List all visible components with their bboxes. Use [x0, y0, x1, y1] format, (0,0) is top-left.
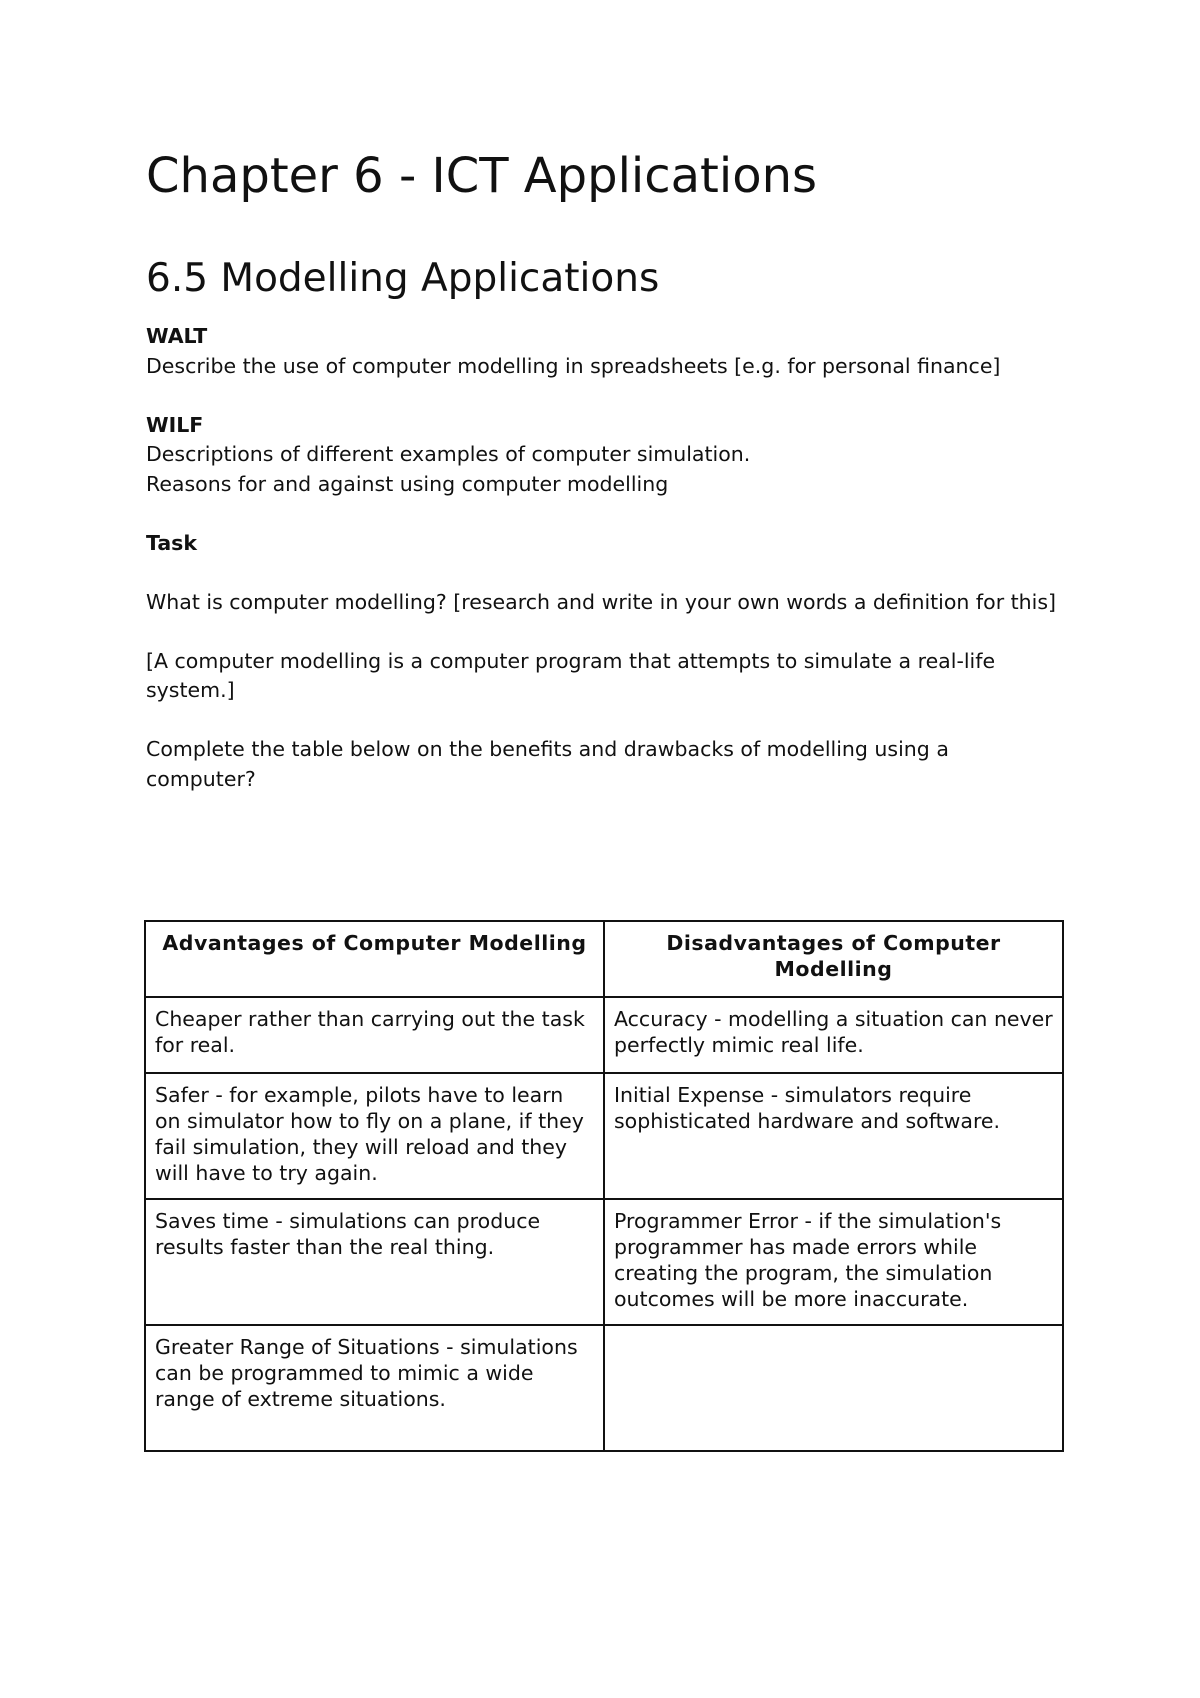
- header-disadvantages: Disadvantages of Computer Modelling: [604, 921, 1063, 997]
- advantage-cell: Saves time - simulations can produce results faster than the real thing.: [145, 1199, 604, 1325]
- table-row: [145, 1325, 1063, 1451]
- task-label: Task: [146, 530, 198, 555]
- advantage-cell: Greater Range of Situations - simulations can be programmed to mimic a wide range of extreme situations.: [145, 1325, 604, 1451]
- header-advantages: Advantages of Computer Modelling: [145, 921, 604, 997]
- body-text: [146, 322, 1064, 794]
- wilf-line-1: Descriptions of different examples of computer simulation.: [146, 442, 751, 466]
- section-title: 6.5 Modelling Applications: [146, 256, 660, 301]
- chapter-title: Chapter 6 - ICT Applications: [146, 148, 817, 204]
- disadvantage-cell: Programmer Error - if the simulation's programmer has made errors while creating the program, the simulation outcomes will be more inaccurate.: [604, 1199, 1063, 1325]
- disadvantage-cell: Accuracy - modelling a situation can never perfectly mimic real life.: [604, 997, 1063, 1073]
- advantage-cell: Safer - for example, pilots have to learn on simulator how to fly on a plane, if they fail simulation, they will reload and they will have to try again.: [145, 1073, 604, 1199]
- table-row: [145, 1199, 1063, 1325]
- advantage-cell: Cheaper rather than carrying out the task for real.: [145, 997, 604, 1073]
- disadvantage-cell: [604, 1325, 1063, 1451]
- wilf-label: WILF: [146, 412, 204, 437]
- task-question: What is computer modelling? [research and write in your own words a definition for this]: [146, 589, 1057, 614]
- task-instruction: Complete the table below on the benefits and drawbacks of modelling using a computer?: [146, 737, 949, 791]
- walt-label: WALT: [146, 324, 208, 348]
- task-answer: [A computer modelling is a computer program that attempts to simulate a real-life system.]: [146, 648, 996, 702]
- table-row: [145, 997, 1063, 1073]
- walt-text: Describe the use of computer modelling in spreadsheets [e.g. for personal finance]: [146, 353, 1001, 378]
- wilf-line-2: Reasons for and against using computer modelling: [146, 471, 669, 496]
- disadvantage-cell: Initial Expense - simulators require sophisticated hardware and software.: [604, 1073, 1063, 1199]
- table-row: [145, 1073, 1063, 1199]
- table-header-row: [145, 921, 1063, 997]
- advantages-disadvantages-table: [144, 920, 1064, 1452]
